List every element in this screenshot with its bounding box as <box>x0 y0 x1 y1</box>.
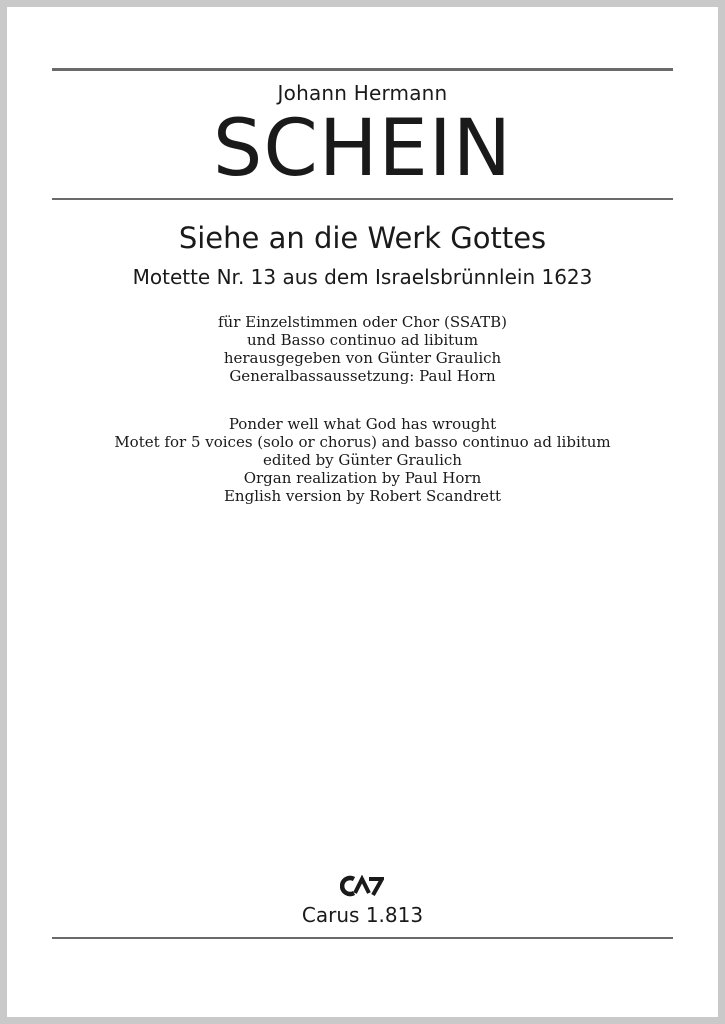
work-title: Siehe an die Werk Gottes <box>178 221 547 255</box>
top-rule <box>52 68 673 71</box>
german-detail-line: für Einzelstimmen oder Chor (SSATB) <box>218 313 507 331</box>
english-detail-line: edited by Günter Graulich <box>263 451 462 469</box>
score-cover-page <box>7 7 718 1017</box>
english-detail-line: Ponder well what God has wrought <box>228 415 497 433</box>
composer-surname: SCHEIN <box>212 104 513 194</box>
catalog-number: Carus 1.813 <box>301 903 424 927</box>
german-detail-line: und Basso continuo ad libitum <box>246 331 479 349</box>
english-detail-line: Motet for 5 voices (solo or chorus) and basso continuo ad libitum <box>114 433 611 451</box>
work-subtitle: Motette Nr. 13 aus dem Israelsbrünnlein 1623 <box>132 265 593 289</box>
composer-first-names: Johann Hermann <box>277 81 448 105</box>
german-details <box>7 313 718 385</box>
english-detail-line: Organ realization by Paul Horn <box>243 469 482 487</box>
german-detail-line: Generalbassaussetzung: Paul Horn <box>229 367 496 385</box>
english-details <box>7 415 718 505</box>
english-detail-line: English version by Robert Scandrett <box>223 487 501 505</box>
carus-logo-icon <box>340 875 384 897</box>
middle-rule <box>52 198 673 200</box>
bottom-rule <box>52 937 673 939</box>
german-detail-line: herausgegeben von Günter Graulich <box>223 349 502 367</box>
